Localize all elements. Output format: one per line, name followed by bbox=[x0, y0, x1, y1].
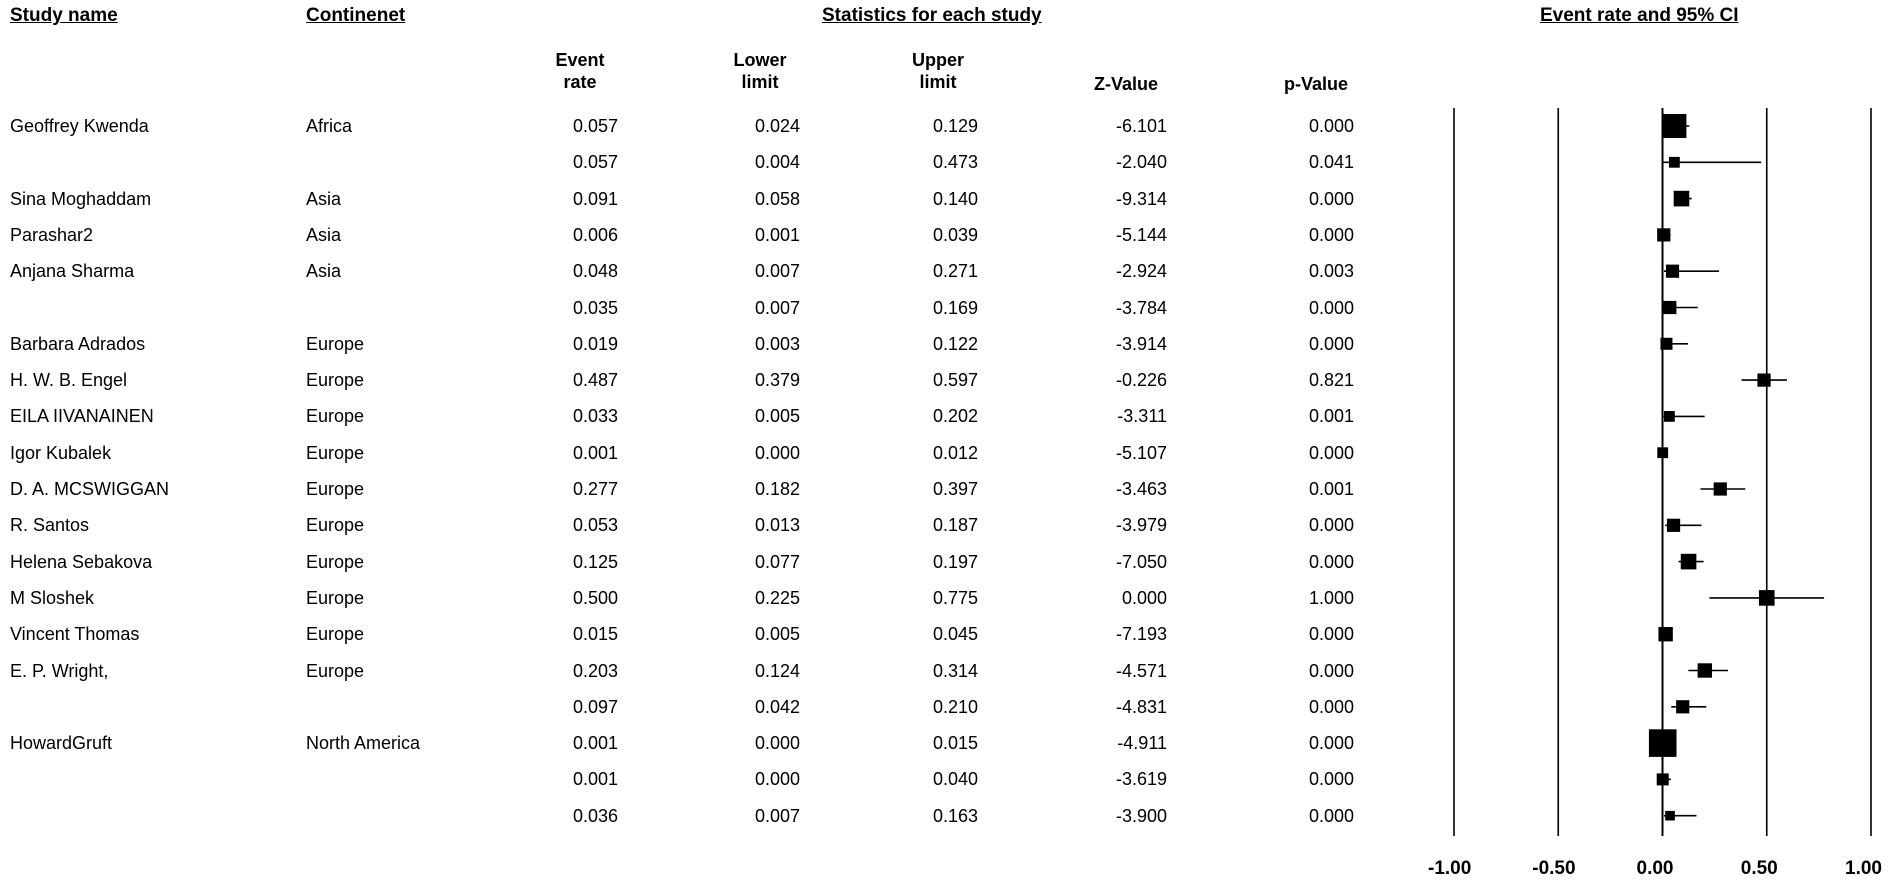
cell-event-rate: 0.091 bbox=[572, 188, 618, 209]
point-estimate-marker bbox=[1649, 729, 1677, 757]
cell-p-value: 0.000 bbox=[1308, 188, 1354, 209]
header-study-name: Study name bbox=[10, 5, 118, 26]
cell-lower-limit: 0.013 bbox=[754, 515, 800, 536]
cell-study-name: Anjana Sharma bbox=[10, 261, 135, 282]
cell-p-value: 0.000 bbox=[1308, 769, 1354, 790]
cell-upper-limit: 0.012 bbox=[932, 442, 978, 463]
cell-upper-limit: 0.129 bbox=[932, 116, 978, 136]
cell-z-value: -2.040 bbox=[1115, 152, 1167, 173]
cell-p-value: 1.000 bbox=[1308, 587, 1354, 608]
cell-z-value: -0.226 bbox=[1115, 370, 1167, 391]
cell-study-name: Barbara Adrados bbox=[10, 333, 146, 354]
cell-z-value: -9.314 bbox=[1115, 188, 1167, 209]
point-estimate-marker bbox=[1674, 191, 1690, 207]
cell-upper-limit: 0.169 bbox=[932, 297, 978, 318]
cell-continent: Europe bbox=[306, 333, 365, 354]
point-estimate-marker bbox=[1658, 627, 1672, 641]
cell-p-value: 0.000 bbox=[1308, 442, 1354, 463]
cell-lower-limit: 0.000 bbox=[754, 442, 800, 463]
header-forest-plot: Event rate and 95% CI bbox=[1540, 5, 1739, 26]
cell-event-rate: 0.277 bbox=[572, 479, 618, 499]
cell-p-value: 0.041 bbox=[1308, 152, 1354, 173]
cell-continent: Europe bbox=[306, 515, 365, 536]
point-estimate-marker bbox=[1657, 447, 1668, 458]
cell-upper-limit: 0.210 bbox=[932, 696, 978, 717]
cell-event-rate: 0.057 bbox=[572, 116, 618, 136]
cell-event-rate: 0.053 bbox=[572, 515, 618, 536]
cell-continent: Europe bbox=[306, 551, 365, 572]
cell-z-value: -4.831 bbox=[1115, 696, 1167, 717]
cell-continent: Europe bbox=[306, 624, 365, 645]
cell-p-value: 0.000 bbox=[1308, 624, 1354, 645]
cell-continent: Europe bbox=[306, 587, 365, 608]
point-estimate-marker bbox=[1714, 482, 1727, 495]
cell-lower-limit: 0.000 bbox=[754, 769, 800, 790]
cell-event-rate: 0.487 bbox=[572, 370, 618, 391]
col-event-rate-line1: Event bbox=[555, 50, 605, 70]
cell-p-value: 0.001 bbox=[1308, 406, 1354, 427]
cell-continent: North America bbox=[306, 733, 421, 754]
cell-upper-limit: 0.271 bbox=[932, 261, 978, 282]
cell-lower-limit: 0.379 bbox=[754, 370, 800, 391]
cell-p-value: 0.000 bbox=[1308, 333, 1354, 354]
cell-lower-limit: 0.000 bbox=[754, 733, 800, 754]
cell-upper-limit: 0.202 bbox=[932, 406, 978, 427]
cell-p-value: 0.000 bbox=[1308, 224, 1354, 245]
cell-continent: Europe bbox=[306, 370, 365, 391]
cell-event-rate: 0.015 bbox=[572, 624, 618, 645]
cell-z-value: -3.784 bbox=[1115, 297, 1167, 318]
cell-lower-limit: 0.058 bbox=[754, 188, 800, 209]
cell-lower-limit: 0.024 bbox=[754, 116, 800, 136]
cell-study-name: M Sloshek bbox=[10, 587, 95, 608]
cell-event-rate: 0.033 bbox=[572, 406, 618, 427]
cell-p-value: 0.000 bbox=[1308, 733, 1354, 754]
cell-study-name: Parashar2 bbox=[10, 224, 94, 245]
point-estimate-marker bbox=[1669, 157, 1680, 168]
cell-z-value: -5.144 bbox=[1115, 224, 1167, 245]
cell-event-rate: 0.125 bbox=[572, 551, 618, 572]
point-estimate-marker bbox=[1666, 265, 1679, 278]
cell-study-name: Geoffrey Kwenda bbox=[10, 116, 149, 136]
point-estimate-marker bbox=[1657, 228, 1670, 241]
cell-continent: Asia bbox=[306, 188, 342, 209]
point-estimate-marker bbox=[1681, 554, 1697, 570]
cell-continent: Asia bbox=[306, 224, 342, 245]
cell-event-rate: 0.001 bbox=[572, 769, 618, 790]
cell-upper-limit: 0.397 bbox=[932, 479, 978, 499]
cell-p-value: 0.000 bbox=[1308, 696, 1354, 717]
cell-lower-limit: 0.004 bbox=[754, 152, 800, 173]
col-z-value: Z-Value bbox=[1093, 74, 1159, 94]
cell-z-value: -5.107 bbox=[1115, 442, 1167, 463]
point-estimate-marker bbox=[1660, 338, 1672, 350]
cell-event-rate: 0.019 bbox=[572, 333, 618, 354]
cell-p-value: 0.821 bbox=[1308, 370, 1354, 391]
cell-continent: Europe bbox=[306, 442, 365, 463]
cell-upper-limit: 0.187 bbox=[932, 515, 978, 536]
x-tick-label: 1.00 bbox=[1845, 858, 1882, 879]
cell-study-name: D. A. MCSWIGGAN bbox=[10, 479, 170, 499]
cell-lower-limit: 0.005 bbox=[754, 406, 800, 427]
cell-continent: Europe bbox=[306, 479, 365, 499]
cell-z-value: -3.900 bbox=[1115, 805, 1167, 826]
cell-study-name: Helena Sebakova bbox=[10, 551, 153, 572]
cell-upper-limit: 0.140 bbox=[932, 188, 978, 209]
cell-p-value: 0.000 bbox=[1308, 116, 1354, 136]
col-upper-limit-line2: limit bbox=[919, 72, 957, 92]
cell-upper-limit: 0.122 bbox=[932, 333, 978, 354]
cell-lower-limit: 0.007 bbox=[754, 805, 800, 826]
header-statistics: Statistics for each study bbox=[822, 5, 1042, 26]
cell-continent: Asia bbox=[306, 261, 342, 282]
cell-continent: Europe bbox=[306, 406, 365, 427]
point-estimate-marker bbox=[1665, 811, 1675, 821]
cell-lower-limit: 0.182 bbox=[754, 479, 800, 499]
cell-event-rate: 0.057 bbox=[572, 152, 618, 173]
x-tick-label: -0.50 bbox=[1532, 858, 1576, 879]
col-event-rate-line2: rate bbox=[563, 72, 597, 92]
cell-lower-limit: 0.077 bbox=[754, 551, 800, 572]
cell-lower-limit: 0.001 bbox=[754, 224, 800, 245]
cell-z-value: -6.101 bbox=[1115, 116, 1167, 136]
cell-p-value: 0.000 bbox=[1308, 515, 1354, 536]
cell-lower-limit: 0.007 bbox=[754, 261, 800, 282]
point-estimate-marker bbox=[1759, 590, 1775, 606]
cell-event-rate: 0.097 bbox=[572, 696, 618, 717]
cell-upper-limit: 0.597 bbox=[932, 370, 978, 391]
cell-event-rate: 0.001 bbox=[572, 442, 618, 463]
cell-lower-limit: 0.005 bbox=[754, 624, 800, 645]
point-estimate-marker bbox=[1676, 700, 1689, 713]
cell-continent: Africa bbox=[306, 116, 353, 136]
cell-z-value: -3.914 bbox=[1115, 333, 1167, 354]
cell-upper-limit: 0.045 bbox=[932, 624, 978, 645]
cell-study-name: Sina Moghaddam bbox=[10, 188, 152, 209]
cell-lower-limit: 0.124 bbox=[754, 660, 800, 681]
col-lower-limit-line1: Lower bbox=[733, 50, 787, 70]
x-tick-label: 0.50 bbox=[1740, 858, 1778, 879]
cell-study-name: R. Santos bbox=[10, 515, 90, 536]
cell-event-rate: 0.035 bbox=[572, 297, 618, 318]
col-lower-limit-line2: limit bbox=[741, 72, 779, 92]
cell-lower-limit: 0.042 bbox=[754, 696, 800, 717]
cell-event-rate: 0.006 bbox=[572, 224, 618, 245]
cell-event-rate: 0.036 bbox=[572, 805, 618, 826]
col-upper-limit-line1: Upper bbox=[911, 50, 964, 70]
cell-event-rate: 0.048 bbox=[572, 261, 618, 282]
cell-upper-limit: 0.197 bbox=[932, 551, 978, 572]
cell-study-name: EILA IIVANAINEN bbox=[10, 406, 154, 427]
cell-upper-limit: 0.039 bbox=[932, 224, 978, 245]
cell-lower-limit: 0.003 bbox=[754, 333, 800, 354]
cell-z-value: -3.979 bbox=[1115, 515, 1167, 536]
cell-z-value: -3.619 bbox=[1115, 769, 1167, 790]
cell-upper-limit: 0.015 bbox=[932, 733, 978, 754]
cell-event-rate: 0.001 bbox=[572, 733, 618, 754]
point-estimate-marker bbox=[1698, 663, 1712, 677]
cell-z-value: -3.463 bbox=[1115, 479, 1167, 499]
point-estimate-marker bbox=[1664, 411, 1675, 422]
cell-z-value: -4.571 bbox=[1115, 660, 1167, 681]
cell-upper-limit: 0.163 bbox=[932, 805, 978, 826]
cell-p-value: 0.001 bbox=[1308, 479, 1354, 499]
cell-upper-limit: 0.314 bbox=[932, 660, 978, 681]
cell-z-value: -4.911 bbox=[1117, 733, 1167, 754]
cell-study-name: Vincent Thomas bbox=[10, 624, 140, 645]
x-tick-label: 0.00 bbox=[1636, 858, 1674, 879]
point-estimate-marker bbox=[1657, 773, 1669, 785]
cell-upper-limit: 0.775 bbox=[932, 587, 978, 608]
cell-lower-limit: 0.225 bbox=[754, 587, 800, 608]
cell-lower-limit: 0.007 bbox=[754, 297, 800, 318]
point-estimate-marker bbox=[1663, 301, 1676, 314]
point-estimate-marker bbox=[1757, 374, 1770, 387]
point-estimate-marker bbox=[1667, 519, 1680, 532]
cell-z-value: -7.193 bbox=[1115, 624, 1167, 645]
cell-p-value: 0.000 bbox=[1308, 551, 1354, 572]
cell-z-value: -2.924 bbox=[1115, 261, 1167, 282]
point-estimate-marker bbox=[1662, 114, 1686, 138]
cell-study-name: H. W. B. Engel bbox=[10, 370, 128, 391]
cell-p-value: 0.003 bbox=[1308, 261, 1354, 282]
cell-study-name: HowardGruft bbox=[10, 733, 113, 754]
cell-upper-limit: 0.473 bbox=[932, 152, 978, 173]
cell-study-name: E. P. Wright, bbox=[10, 660, 109, 681]
cell-p-value: 0.000 bbox=[1308, 297, 1354, 318]
col-p-value: p-Value bbox=[1283, 74, 1349, 94]
cell-continent: Europe bbox=[306, 660, 365, 681]
header-continent: Continenet bbox=[306, 5, 406, 26]
cell-z-value: -7.050 bbox=[1115, 551, 1167, 572]
cell-event-rate: 0.203 bbox=[572, 660, 618, 681]
cell-study-name: Igor Kubalek bbox=[10, 442, 112, 463]
cell-z-value: 0.000 bbox=[1121, 587, 1167, 608]
cell-p-value: 0.000 bbox=[1308, 660, 1354, 681]
cell-event-rate: 0.500 bbox=[572, 587, 618, 608]
cell-upper-limit: 0.040 bbox=[932, 769, 978, 790]
cell-z-value: -3.311 bbox=[1117, 406, 1167, 427]
cell-p-value: 0.000 bbox=[1308, 805, 1354, 826]
x-tick-label: -1.00 bbox=[1428, 858, 1472, 879]
